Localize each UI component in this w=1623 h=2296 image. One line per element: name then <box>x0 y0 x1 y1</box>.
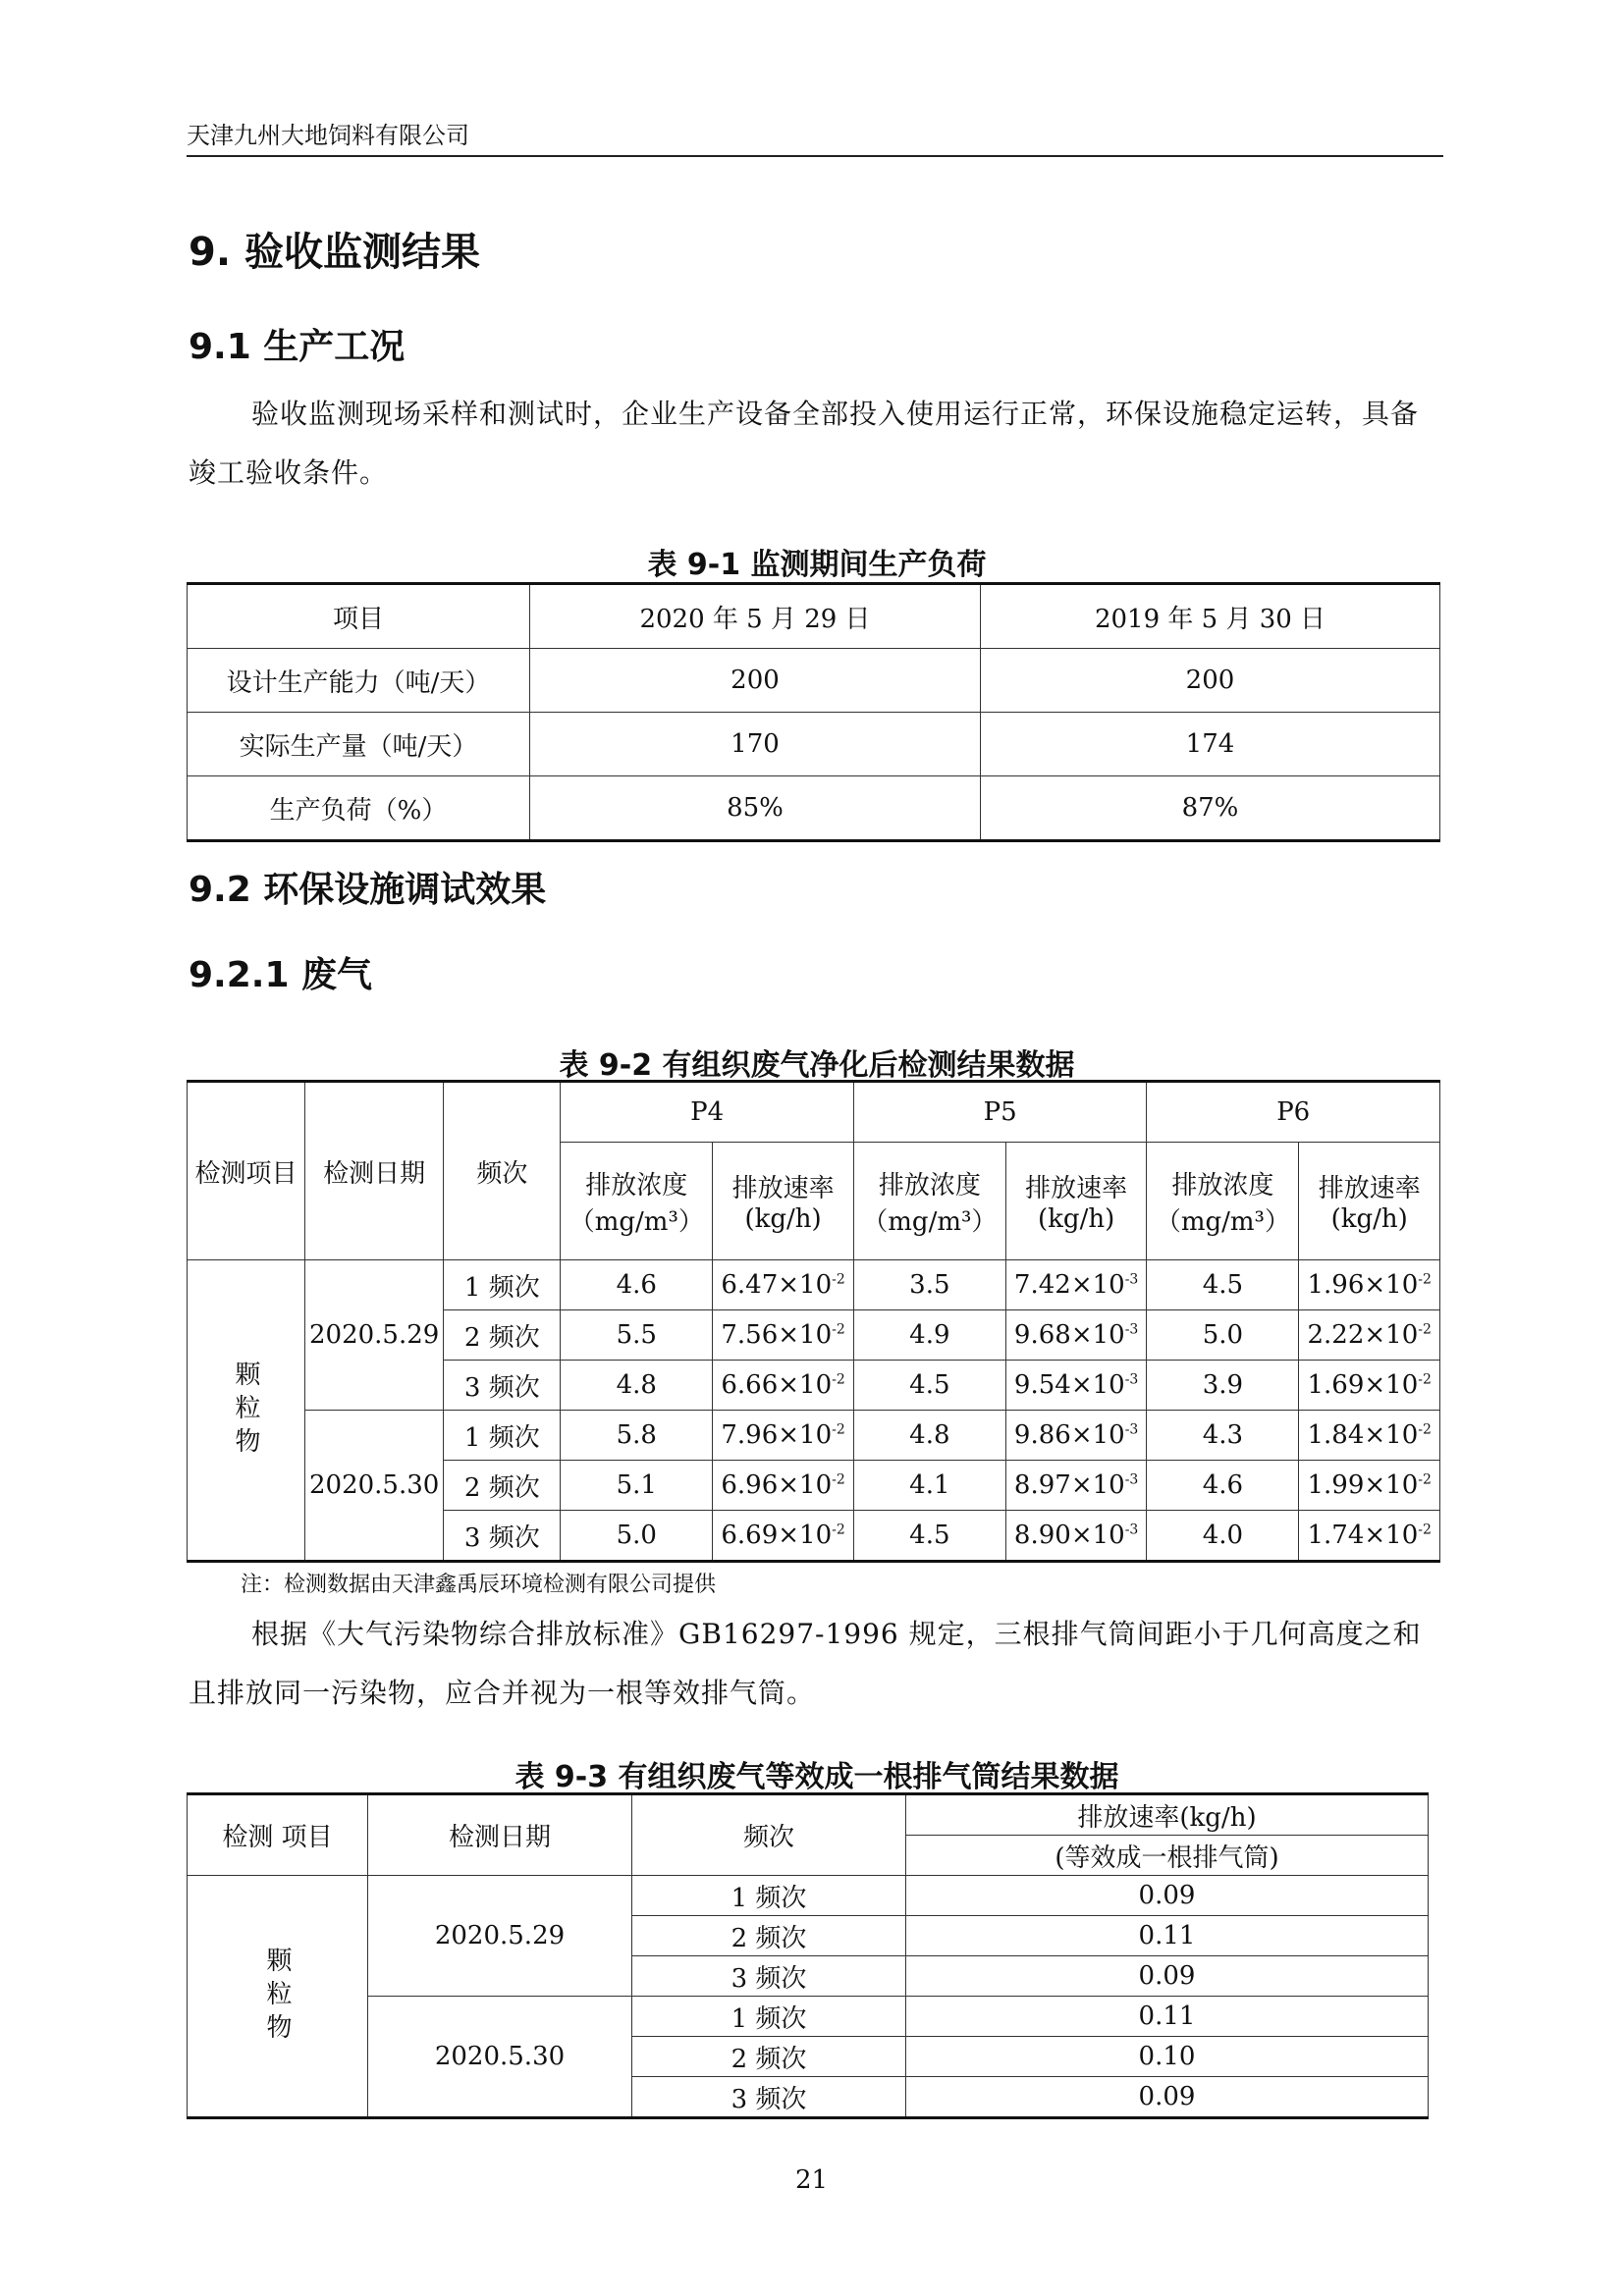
table-header-cell: 2019 年 5 月 30 日 <box>981 584 1440 649</box>
table-header-cell: P6 <box>1147 1082 1440 1143</box>
rate-exponent: -2 <box>832 1271 845 1288</box>
rate-exponent: -2 <box>1418 1421 1432 1438</box>
section-title: 9. 验收监测结果 <box>189 230 480 275</box>
freq-cell: 3 频次 <box>632 1956 906 1997</box>
rate-cell: 0.09 <box>906 2077 1429 2118</box>
rate-mantissa: 1.96×10 <box>1307 1270 1419 1300</box>
freq-cell: 2 频次 <box>444 1461 561 1511</box>
rate-mantissa: 7.42×10 <box>1013 1270 1125 1300</box>
header-unit: （mg/m³） <box>862 1206 998 1237</box>
rate-exponent: -3 <box>1124 1471 1139 1488</box>
conc-cell: 4.5 <box>1147 1260 1299 1310</box>
subsection-title-9-1: 9.1 生产工况 <box>189 327 406 367</box>
table-row <box>188 776 1440 841</box>
table-header-row <box>188 584 1440 649</box>
production-load-table <box>187 582 1440 842</box>
table-header-cell: 检测日期 <box>305 1082 444 1260</box>
table-header-row <box>188 1082 1440 1143</box>
conc-cell: 4.8 <box>561 1361 713 1411</box>
conc-cell: 5.1 <box>561 1461 713 1511</box>
header-label: 排放速率 <box>1318 1174 1421 1203</box>
rate-exponent: -2 <box>1418 1271 1432 1288</box>
table-row <box>188 1411 1440 1461</box>
conc-cell: 4.3 <box>1147 1411 1299 1461</box>
freq-cell: 2 频次 <box>632 1916 906 1956</box>
header-label: 排放浓度 <box>585 1170 688 1201</box>
table-cell: 200 <box>981 649 1440 713</box>
paragraph-production: 验收监测现场采样和测试时，企业生产设备全部投入使用运行正常，环保设施稳定运转，具备竣工验收条件。 <box>189 398 1420 489</box>
page-header: 天津九州大地饲料有限公司 <box>187 122 469 149</box>
rate-cell <box>713 1310 854 1361</box>
header-rule <box>187 155 1443 157</box>
rate-exponent: -2 <box>832 1371 845 1388</box>
rate-cell <box>713 1461 854 1511</box>
conc-cell: 4.8 <box>853 1411 1005 1461</box>
table-cell: 170 <box>530 713 981 776</box>
freq-cell: 3 频次 <box>444 1511 561 1562</box>
table-header-cell <box>853 1143 1005 1260</box>
freq-cell: 2 频次 <box>632 2037 906 2077</box>
rate-mantissa: 6.69×10 <box>721 1521 833 1550</box>
conc-cell: 3.5 <box>853 1260 1005 1310</box>
rate-mantissa: 9.54×10 <box>1013 1370 1125 1400</box>
rate-mantissa: 1.99×10 <box>1307 1470 1419 1500</box>
table-row <box>188 649 1440 713</box>
table-cell: 87% <box>981 776 1440 841</box>
table-cell: 174 <box>981 713 1440 776</box>
rate-exponent: -3 <box>1124 1271 1139 1288</box>
conc-cell: 5.5 <box>561 1310 713 1361</box>
rate-mantissa: 7.56×10 <box>721 1320 833 1350</box>
rate-cell <box>713 1511 854 1562</box>
rate-mantissa: 8.97×10 <box>1013 1470 1125 1500</box>
freq-cell: 1 频次 <box>444 1411 561 1461</box>
header-label: 排放速率 <box>1025 1174 1128 1203</box>
rate-cell <box>1005 1511 1147 1562</box>
rate-mantissa: 7.96×10 <box>721 1420 833 1450</box>
freq-cell: 1 频次 <box>632 1876 906 1916</box>
table2-note: 注：检测数据由天津鑫禹辰环境检测有限公司提供 <box>241 1573 717 1597</box>
table-header-cell <box>1147 1143 1299 1260</box>
freq-cell: 1 频次 <box>632 1997 906 2037</box>
rate-exponent: -3 <box>1124 1371 1139 1388</box>
rate-cell <box>713 1411 854 1461</box>
conc-cell: 3.9 <box>1147 1361 1299 1411</box>
conc-cell: 4.0 <box>1147 1511 1299 1562</box>
rate-cell <box>1299 1361 1440 1411</box>
table-row <box>188 1876 1429 1916</box>
rate-cell: 0.09 <box>906 1876 1429 1916</box>
date-cell: 2020.5.29 <box>368 1876 632 1997</box>
rate-cell <box>1299 1511 1440 1562</box>
header-label: 排放浓度 <box>878 1170 981 1201</box>
rate-exponent: -2 <box>1418 1371 1432 1388</box>
rate-cell: 0.11 <box>906 1997 1429 2037</box>
rate-cell <box>1005 1310 1147 1361</box>
conc-cell: 4.5 <box>853 1361 1005 1411</box>
conc-cell: 5.0 <box>561 1511 713 1562</box>
paragraph-standard: 根据《大气污染物综合排放标准》GB16297-1996 规定，三根排气筒间距小于几何高度之和且排放同一污染物，应合并视为一根等效排气筒。 <box>189 1618 1422 1709</box>
table-cell: 生产负荷（%） <box>188 776 530 841</box>
table-header-cell: 项目 <box>188 584 530 649</box>
rate-mantissa: 2.22×10 <box>1307 1320 1419 1350</box>
rate-cell: 0.09 <box>906 1956 1429 1997</box>
page-number: 21 <box>794 2165 829 2195</box>
rate-exponent: -3 <box>1124 1421 1139 1438</box>
table-cell: 200 <box>530 649 981 713</box>
table-header-cell: 频次 <box>632 1794 906 1876</box>
table-header-cell: 检测项目 <box>188 1082 305 1260</box>
rate-exponent: -2 <box>1418 1522 1432 1538</box>
conc-cell: 5.0 <box>1147 1310 1299 1361</box>
pollutant-cell: 颗粒物 <box>188 1876 368 2118</box>
conc-cell: 4.6 <box>1147 1461 1299 1511</box>
table-header-cell: 排放速率(kg/h) <box>906 1794 1429 1836</box>
table-header-cell <box>713 1143 854 1260</box>
rate-cell: 0.11 <box>906 1916 1429 1956</box>
rate-mantissa: 8.90×10 <box>1013 1521 1125 1550</box>
header-unit: (kg/h) <box>1038 1204 1115 1234</box>
subsection-title-9-2: 9.2 环保设施调试效果 <box>189 870 547 910</box>
freq-cell: 2 频次 <box>444 1310 561 1361</box>
rate-cell <box>1005 1361 1147 1411</box>
pollutant-cell: 颗粒物 <box>188 1260 305 1562</box>
exhaust-results-table <box>187 1080 1440 1563</box>
rate-cell <box>1005 1411 1147 1461</box>
table-header-cell: (等效成一根排气筒) <box>906 1836 1429 1876</box>
table-header-row <box>188 1794 1429 1836</box>
rate-cell <box>713 1260 854 1310</box>
rate-mantissa: 6.47×10 <box>721 1270 833 1300</box>
table-header-cell: 检测日期 <box>368 1794 632 1876</box>
equivalent-stack-table <box>187 1792 1429 2119</box>
table-cell: 85% <box>530 776 981 841</box>
header-unit: (kg/h) <box>744 1204 822 1234</box>
rate-cell <box>1299 1260 1440 1310</box>
rate-cell <box>1299 1310 1440 1361</box>
header-unit: （mg/m³） <box>568 1206 704 1237</box>
table-header-cell: P5 <box>853 1082 1147 1143</box>
table-cell: 设计生产能力（吨/天） <box>188 649 530 713</box>
conc-cell: 5.8 <box>561 1411 713 1461</box>
table-header-cell: 频次 <box>444 1082 561 1260</box>
table-header-cell: 2020 年 5 月 29 日 <box>530 584 981 649</box>
rate-exponent: -2 <box>832 1321 845 1338</box>
date-cell: 2020.5.29 <box>305 1260 444 1411</box>
rate-exponent: -2 <box>832 1421 845 1438</box>
rate-exponent: -2 <box>1418 1321 1432 1338</box>
rate-cell <box>1005 1461 1147 1511</box>
conc-cell: 4.9 <box>853 1310 1005 1361</box>
header-label: 排放浓度 <box>1171 1170 1274 1201</box>
rate-cell: 0.10 <box>906 2037 1429 2077</box>
rate-mantissa: 1.69×10 <box>1307 1370 1419 1400</box>
subsection-title-9-2-1: 9.2.1 废气 <box>189 955 373 995</box>
rate-mantissa: 1.84×10 <box>1307 1420 1419 1450</box>
rate-exponent: -2 <box>832 1522 845 1538</box>
table2-caption: 表 9-2 有组织废气净化后检测结果数据 <box>559 1048 1075 1083</box>
header-label: 排放速率 <box>731 1174 835 1203</box>
rate-exponent: -3 <box>1124 1321 1139 1338</box>
header-unit: （mg/m³） <box>1155 1206 1290 1237</box>
rate-mantissa: 6.96×10 <box>721 1470 833 1500</box>
rate-cell <box>1299 1461 1440 1511</box>
freq-cell: 3 频次 <box>444 1361 561 1411</box>
rate-cell <box>1299 1411 1440 1461</box>
rate-exponent: -3 <box>1124 1522 1139 1538</box>
rate-mantissa: 6.66×10 <box>721 1370 833 1400</box>
conc-cell: 4.6 <box>561 1260 713 1310</box>
table-header-cell: P4 <box>561 1082 854 1143</box>
conc-cell: 4.1 <box>853 1461 1005 1511</box>
table-header-cell <box>561 1143 713 1260</box>
table1-caption: 表 9-1 监测期间生产负荷 <box>647 548 987 582</box>
date-cell: 2020.5.30 <box>305 1411 444 1562</box>
table-header-cell: 检测 项目 <box>188 1794 368 1876</box>
table-row <box>188 1997 1429 2037</box>
rate-mantissa: 1.74×10 <box>1307 1521 1419 1550</box>
rate-mantissa: 9.86×10 <box>1013 1420 1125 1450</box>
table-header-cell <box>1005 1143 1147 1260</box>
rate-mantissa: 9.68×10 <box>1013 1320 1125 1350</box>
table-header-cell <box>1299 1143 1440 1260</box>
freq-cell: 1 频次 <box>444 1260 561 1310</box>
table-row <box>188 713 1440 776</box>
table3-caption: 表 9-3 有组织废气等效成一根排气筒结果数据 <box>514 1760 1119 1794</box>
freq-cell: 3 频次 <box>632 2077 906 2118</box>
conc-cell: 4.5 <box>853 1511 1005 1562</box>
date-cell: 2020.5.30 <box>368 1997 632 2118</box>
table-row <box>188 1260 1440 1310</box>
header-unit: (kg/h) <box>1330 1204 1408 1234</box>
rate-cell <box>713 1361 854 1411</box>
rate-exponent: -2 <box>1418 1471 1432 1488</box>
rate-cell <box>1005 1260 1147 1310</box>
table-cell: 实际生产量（吨/天） <box>188 713 530 776</box>
rate-exponent: -2 <box>832 1471 845 1488</box>
